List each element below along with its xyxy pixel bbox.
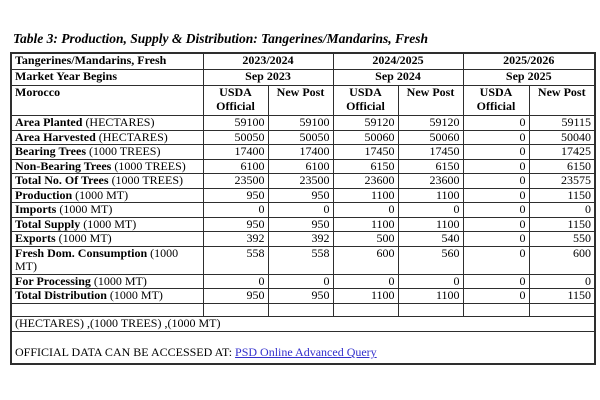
value-cell: 0: [333, 274, 398, 289]
value-cell: 6100: [268, 159, 333, 174]
official-data-row: [11, 331, 595, 364]
value-cell: 1100: [333, 289, 398, 304]
value-cell: 50050: [268, 130, 333, 145]
row-unit: (HECTARES): [95, 130, 168, 144]
psd-table-footer: [11, 303, 595, 364]
row-unit: (1000 MT): [72, 188, 129, 202]
market-year-sep-2023: Sep 2023: [203, 70, 333, 86]
value-cell: 1100: [398, 217, 463, 232]
table-row-area-planted: [11, 116, 595, 131]
value-cell: 0: [463, 188, 529, 203]
value-cell: 950: [203, 188, 268, 203]
table-row-bearing-trees: [11, 145, 595, 160]
source-header-new-post-2: New Post: [398, 86, 463, 116]
empty-cell: [529, 303, 595, 316]
table-row-area-harvested: [11, 130, 595, 145]
row-attribute: Fresh Dom. Consumption: [15, 246, 148, 260]
value-cell: 500: [333, 232, 398, 247]
value-cell: 17400: [203, 145, 268, 160]
table-title: Table 3: Production, Supply & Distribution: Tangerines/Mandarins, Fresh: [13, 31, 428, 46]
value-cell: 0: [529, 274, 595, 289]
row-unit: (1000 MT): [56, 202, 113, 216]
table-row-imports: [11, 203, 595, 218]
value-cell: 1150: [529, 217, 595, 232]
value-cell: 50040: [529, 130, 595, 145]
header-row-country-sources: [11, 86, 595, 116]
value-cell: 0: [268, 274, 333, 289]
row-unit: (1000 TREES): [86, 144, 161, 158]
source-header-new-post-1: New Post: [268, 86, 333, 116]
year-header-2023-2024: 2023/2024: [203, 53, 333, 70]
value-cell: 17425: [529, 145, 595, 160]
value-cell: 59100: [268, 116, 333, 131]
value-cell: 17450: [398, 145, 463, 160]
units-note: (HECTARES) ,(1000 TREES) ,(1000 MT): [11, 316, 595, 331]
source-header-new-post-3: New Post: [529, 86, 595, 116]
row-attribute: Imports: [15, 202, 57, 216]
table-row-total-distribution: [11, 289, 595, 304]
value-cell: 550: [529, 232, 595, 247]
row-unit: (1000 MT): [15, 246, 179, 273]
value-cell: 0: [203, 274, 268, 289]
value-cell: 59100: [203, 116, 268, 131]
row-unit: (1000 TREES): [111, 159, 186, 173]
psd-table-header: [11, 53, 595, 116]
row-unit: (HECTARES): [82, 115, 155, 129]
row-attribute: Non-Bearing Trees: [15, 159, 112, 173]
row-label: [11, 217, 203, 232]
value-cell: 6100: [203, 159, 268, 174]
value-cell: 558: [268, 246, 333, 274]
row-unit: (1000 MT): [55, 231, 112, 245]
value-cell: 59115: [529, 116, 595, 131]
country-label-cell: Morocco: [11, 86, 203, 116]
row-attribute: Total No. Of Trees: [15, 173, 109, 187]
table-row-total-supply: [11, 217, 595, 232]
table-row-for-processing: [11, 274, 595, 289]
row-label: [11, 246, 203, 274]
value-cell: 950: [268, 217, 333, 232]
empty-spacer-row: [11, 303, 595, 316]
table-row-fresh-dom-consumption: [11, 246, 595, 274]
value-cell: 50060: [333, 130, 398, 145]
value-cell: 0: [463, 116, 529, 131]
value-cell: 0: [398, 203, 463, 218]
value-cell: 950: [268, 289, 333, 304]
source-header-usda-official-3: USDA Official: [463, 86, 529, 116]
value-cell: 50050: [203, 130, 268, 145]
value-cell: 59120: [333, 116, 398, 131]
value-cell: 0: [463, 217, 529, 232]
value-cell: 0: [463, 289, 529, 304]
value-cell: 6150: [529, 159, 595, 174]
value-cell: 1150: [529, 188, 595, 203]
market-year-sep-2025: Sep 2025: [463, 70, 595, 86]
value-cell: 1150: [529, 289, 595, 304]
value-cell: 560: [398, 246, 463, 274]
row-attribute: Total Supply: [15, 217, 81, 231]
table-row-non-bearing-trees: [11, 159, 595, 174]
value-cell: 23500: [268, 174, 333, 189]
value-cell: 0: [333, 203, 398, 218]
empty-cell: [268, 303, 333, 316]
value-cell: 392: [268, 232, 333, 247]
market-year-label-cell: Market Year Begins: [11, 70, 203, 86]
value-cell: 0: [463, 246, 529, 274]
table-row-production: [11, 188, 595, 203]
value-cell: 1100: [333, 217, 398, 232]
value-cell: 1100: [398, 289, 463, 304]
empty-cell: [463, 303, 529, 316]
commodity-label-cell: Tangerines/Mandarins, Fresh: [11, 53, 203, 70]
row-label: [11, 289, 203, 304]
row-label: [11, 159, 203, 174]
value-cell: 600: [529, 246, 595, 274]
value-cell: 0: [463, 159, 529, 174]
row-label: [11, 188, 203, 203]
row-label: [11, 232, 203, 247]
value-cell: 0: [463, 145, 529, 160]
value-cell: 6150: [333, 159, 398, 174]
row-attribute: Total Distribution: [15, 288, 107, 302]
psd-table-body: [11, 116, 595, 304]
row-label: [11, 274, 203, 289]
value-cell: 0: [463, 274, 529, 289]
row-unit: (1000 TREES): [108, 173, 184, 187]
value-cell: 1100: [398, 188, 463, 203]
year-header-2025-2026: 2025/2026: [463, 53, 595, 70]
value-cell: 23600: [398, 174, 463, 189]
source-header-usda-official-2: USDA Official: [333, 86, 398, 116]
source-header-usda-official-1: USDA Official: [203, 86, 268, 116]
row-unit: (1000 MT): [90, 274, 147, 288]
row-label: [11, 116, 203, 131]
empty-cell: [398, 303, 463, 316]
empty-cell: [11, 303, 203, 316]
row-label: [11, 203, 203, 218]
row-label: [11, 174, 203, 189]
row-unit: (1000 MT): [80, 217, 137, 231]
value-cell: 540: [398, 232, 463, 247]
value-cell: 23500: [203, 174, 268, 189]
value-cell: 0: [463, 130, 529, 145]
value-cell: 0: [463, 203, 529, 218]
header-row-market-year: [11, 70, 595, 86]
value-cell: 0: [463, 174, 529, 189]
row-attribute: Area Harvested: [15, 130, 96, 144]
value-cell: 950: [203, 289, 268, 304]
value-cell: 0: [463, 232, 529, 247]
value-cell: 50060: [398, 130, 463, 145]
value-cell: 0: [203, 203, 268, 218]
header-row-commodity-years: [11, 53, 595, 70]
value-cell: 950: [203, 217, 268, 232]
value-cell: 558: [203, 246, 268, 274]
row-attribute: Bearing Trees: [15, 144, 86, 158]
value-cell: 17450: [333, 145, 398, 160]
table-row-exports: [11, 232, 595, 247]
table-row-total-no-of-trees: [11, 174, 595, 189]
row-attribute: For Processing: [15, 274, 91, 288]
official-data-text: OFFICIAL DATA CAN BE ACCESSED AT:: [15, 345, 236, 359]
value-cell: 392: [203, 232, 268, 247]
row-attribute: Exports: [15, 231, 56, 245]
row-attribute: Production: [15, 188, 73, 202]
official-data-cell: [11, 331, 595, 364]
row-label: [11, 145, 203, 160]
value-cell: 600: [333, 246, 398, 274]
value-cell: 0: [268, 203, 333, 218]
value-cell: 23600: [333, 174, 398, 189]
value-cell: 23575: [529, 174, 595, 189]
empty-cell: [333, 303, 398, 316]
value-cell: 0: [529, 203, 595, 218]
value-cell: 950: [268, 188, 333, 203]
value-cell: 0: [398, 274, 463, 289]
row-attribute: Area Planted: [15, 115, 83, 129]
value-cell: 1100: [333, 188, 398, 203]
psd-table: [10, 52, 596, 365]
market-year-sep-2024: Sep 2024: [333, 70, 463, 86]
value-cell: 6150: [398, 159, 463, 174]
psd-online-advanced-query-link[interactable]: PSD Online Advanced Query: [235, 345, 377, 359]
empty-cell: [203, 303, 268, 316]
year-header-2024-2025: 2024/2025: [333, 53, 463, 70]
row-unit: (1000 MT): [106, 288, 163, 302]
value-cell: 17400: [268, 145, 333, 160]
value-cell: 59120: [398, 116, 463, 131]
row-label: [11, 130, 203, 145]
units-note-row: [11, 316, 595, 331]
